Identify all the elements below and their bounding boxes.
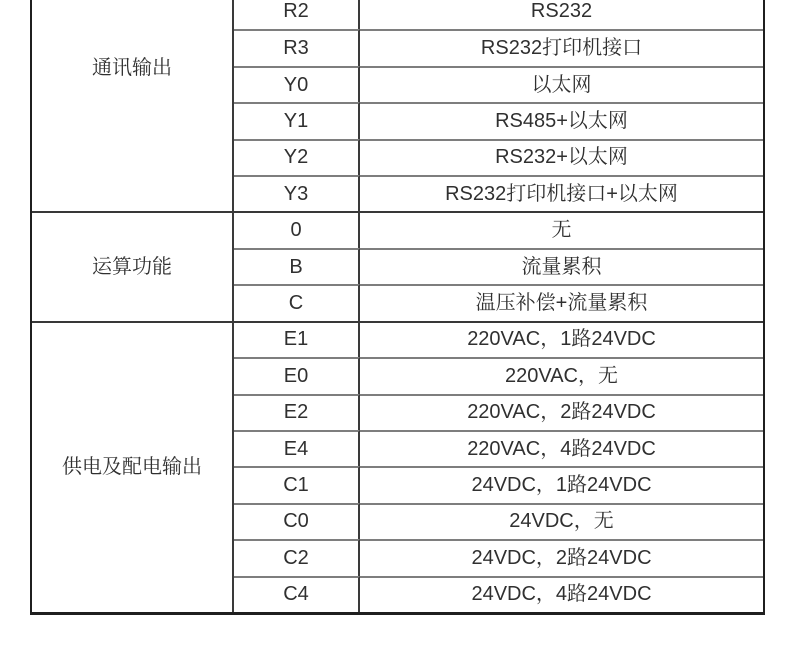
description-cell: 温压补偿+流量累积 bbox=[360, 284, 763, 320]
code-cell: C bbox=[234, 284, 360, 320]
code-cell: Y3 bbox=[234, 175, 360, 211]
code-cell: E1 bbox=[234, 321, 360, 357]
code-cell: 0 bbox=[234, 211, 360, 247]
description-cell: 24VDC，无 bbox=[360, 503, 763, 539]
description-cell: RS232打印机接口+以太网 bbox=[360, 175, 763, 211]
code-cell: E2 bbox=[234, 394, 360, 430]
category-cell-power-supply-output: 供电及配电输出 bbox=[32, 321, 234, 612]
code-cell: R3 bbox=[234, 29, 360, 65]
description-cell: 以太网 bbox=[360, 66, 763, 102]
spec-table bbox=[30, 0, 765, 615]
description-cell: 220VAC，2路24VDC bbox=[360, 394, 763, 430]
code-cell: E4 bbox=[234, 430, 360, 466]
code-cell: C1 bbox=[234, 466, 360, 502]
description-cell: 24VDC，4路24VDC bbox=[360, 576, 763, 612]
description-cell: 无 bbox=[360, 211, 763, 247]
category-cell-communication-output: 通讯输出 bbox=[32, 0, 234, 211]
description-cell: 流量累积 bbox=[360, 248, 763, 284]
description-cell: RS232+以太网 bbox=[360, 139, 763, 175]
code-cell: R2 bbox=[234, 0, 360, 29]
code-cell: Y0 bbox=[234, 66, 360, 102]
description-cell: RS485+以太网 bbox=[360, 102, 763, 138]
description-cell: RS232打印机接口 bbox=[360, 29, 763, 65]
category-cell-computation-function: 运算功能 bbox=[32, 211, 234, 320]
code-cell: Y2 bbox=[234, 139, 360, 175]
description-cell: RS232 bbox=[530, 0, 593, 22]
code-cell: C2 bbox=[234, 539, 360, 575]
description-cell: 220VAC，4路24VDC bbox=[360, 430, 763, 466]
code-cell: B bbox=[234, 248, 360, 284]
description-cell: 220VAC，1路24VDC bbox=[360, 321, 763, 357]
description-cell: 24VDC，2路24VDC bbox=[360, 539, 763, 575]
description-cell: 220VAC，无 bbox=[360, 357, 763, 393]
code-cell: E0 bbox=[234, 357, 360, 393]
code-cell: C4 bbox=[234, 576, 360, 612]
code-cell: Y1 bbox=[234, 102, 360, 138]
code-cell: C0 bbox=[234, 503, 360, 539]
description-cell: 24VDC，1路24VDC bbox=[360, 466, 763, 502]
